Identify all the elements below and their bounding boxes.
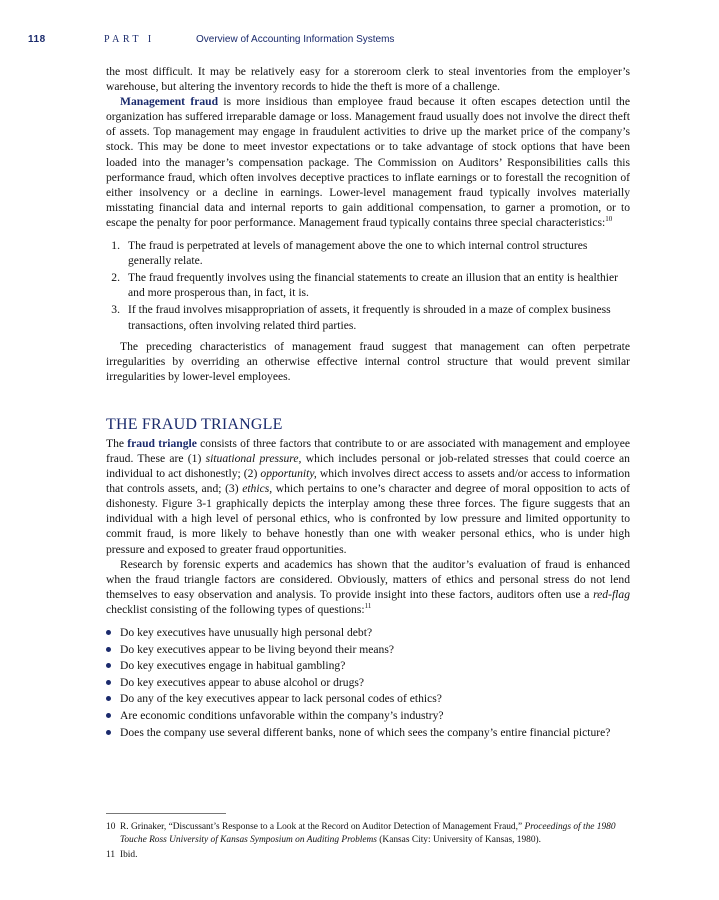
italic-red-flag: red-flag [593, 587, 630, 601]
bullet-icon [106, 713, 111, 718]
bullet-icon [106, 730, 111, 735]
characteristics-list [106, 238, 630, 333]
paragraph-text: The [106, 436, 128, 450]
italic-situational-pressure: situational pressure, [205, 451, 302, 465]
footnotes [106, 821, 632, 862]
paragraph-text: which pertains to one’s character and degree of moral opposition to acts of dishonesty. Figure 3-1 graphically depicts the interplay among these three forces. The figure suggests that an individual with a high level of personal ethics, who is confronted by low pressure and limited opportunity to commit fraud, is more likely to behave honestly than one with weaker personal ethics, who is under high pressure and exposed to greater fraud opportunities. [106, 482, 630, 556]
question-text: Are economic conditions unfavorable within the company’s industry? [120, 708, 444, 722]
footnote-ref-10: 10 [605, 214, 613, 223]
question-text: Do key executives have unusually high personal debt? [120, 626, 373, 639]
italic-ethics: ethics, [242, 482, 273, 496]
list-item [106, 725, 630, 740]
paragraph-continued: the most difficult. It may be relatively easy for a storeroom clerk to steal inventories from the employer’s warehouse, but altering the inventory records to hide the theft is more of a challenge. [106, 65, 630, 94]
running-title: Overview of Accounting Information Systems [196, 34, 395, 45]
list-item-text: The fraud is perpetrated at levels of management above the one to which internal control structures generally relate. [128, 239, 588, 268]
list-item-text: If the fraud involves misappropriation of assets, it frequently is shrouded in a maze of complex business transactions, often involving related third parties. [128, 303, 611, 332]
question-text: Does the company use several different banks, none of which sees the company’s entire financial picture? [120, 725, 611, 739]
paragraph-text: consists of three factors that contribute to or are associated with management and employee fraud. These are (1) [106, 436, 630, 465]
paragraph-preceding-characteristics: The preceding characteristics of management fraud suggest that management can often perpetrate irregularities by overriding an otherwise effective internal control structure that would prevent similar irregularities by lower-level employees. [106, 339, 630, 383]
footnote-text: R. Grinaker, “Discussant’s Response to a Look at the Record on Auditor Detection of Management Fraud,” [120, 822, 525, 832]
footnote-ref-11: 11 [364, 601, 372, 610]
question-text: Do any of the key executives appear to lack personal codes of ethics? [120, 692, 442, 706]
list-item-number: 3. [111, 303, 120, 317]
paragraph-text: Research by forensic experts and academics has shown that the auditor’s evaluation of fraud is enhanced when the fraud triangle factors are considered. Obviously, matters of ethics and personal stress do not lend themselves to easy observation and analysis. To provide insight into these factors, auditors often use a [106, 557, 630, 601]
paragraph-text: which includes personal or job-related stresses that could coerce an individual to act dishonestly; (2) [106, 451, 630, 481]
list-item [106, 642, 630, 657]
footnote-text: (Kansas City: University of Kansas, 1980). [376, 835, 541, 845]
list-item-number: 1. [111, 239, 120, 253]
bullet-icon [106, 680, 111, 685]
bullet-icon [106, 647, 111, 652]
list-item [106, 238, 630, 268]
paragraph-fraud-triangle [106, 436, 630, 557]
question-text: Do key executives engage in habitual gambling? [120, 659, 346, 673]
list-item [106, 708, 630, 723]
footnote-italic-title: Proceedings of the 1980 Touche Ross University of Kansas Symposium on Auditing Problems [120, 822, 616, 845]
bullet-icon [106, 630, 111, 635]
italic-opportunity: opportunity, [260, 467, 317, 481]
list-item [106, 658, 630, 673]
key-term-fraud-triangle: fraud triangle [127, 436, 197, 450]
bullet-icon [106, 663, 111, 668]
running-header [28, 34, 688, 50]
red-flag-questions-list [106, 625, 630, 740]
section-heading-fraud-triangle: THE FRAUD TRIANGLE [106, 415, 283, 433]
list-item-text: The fraud frequently involves using the financial statements to create an illusion that an entity is healthier and more prosperous than, in fact, it is. [128, 271, 619, 300]
footnote-text: Ibid. [120, 850, 138, 860]
footnote-divider [106, 813, 226, 814]
paragraph-management-fraud [106, 94, 630, 230]
footnote-number: 11 [106, 850, 116, 860]
list-item [106, 625, 630, 640]
part-label: PART I [104, 34, 155, 45]
footnote-number: 10 [106, 822, 116, 832]
page-body [106, 64, 630, 741]
paragraph-text: which involves direct access to assets and/or access to information that controls assets, and; (3) [106, 467, 630, 496]
paragraph-text: is more insidious than employee fraud because it often escapes detection until the organization has suffered irreparable damage or loss. Management fraud usually does not involve the direct theft of assets. Top management may engage in fraudulent activities to drive up the market price of the company’s stock. This may be done to meet investor expectations or to take advantage of stock options that have been loaded into the manager’s compensation package. The Commission on Auditors’ Responsibilities calls this performance fraud, which often involves deceptive practices to inflate earnings or to forestall the recognition of either insolvency or a decline in earnings. Lower-level management fraud typically involves materially misstating financial data and internal reports to gain additional compensation, to garner a promotion, or to escape the penalty for poor performance. Management fraud typically contains three special characteristics: [106, 95, 630, 229]
list-item [106, 302, 630, 332]
list-item-number: 2. [111, 271, 120, 285]
paragraph-text: checklist consisting of the following types of questions: [106, 602, 365, 616]
question-text: Do key executives appear to abuse alcohol or drugs? [120, 675, 365, 689]
page-number: 118 [28, 34, 46, 45]
bullet-icon [106, 696, 111, 701]
paragraph-research [106, 557, 630, 617]
question-text: Do key executives appear to be living beyond their means? [120, 642, 394, 656]
key-term-management-fraud: Management fraud [120, 95, 219, 109]
footnote-10 [106, 821, 632, 847]
list-item [106, 270, 630, 300]
footnote-11 [106, 849, 632, 862]
list-item [106, 675, 630, 690]
list-item [106, 691, 630, 706]
